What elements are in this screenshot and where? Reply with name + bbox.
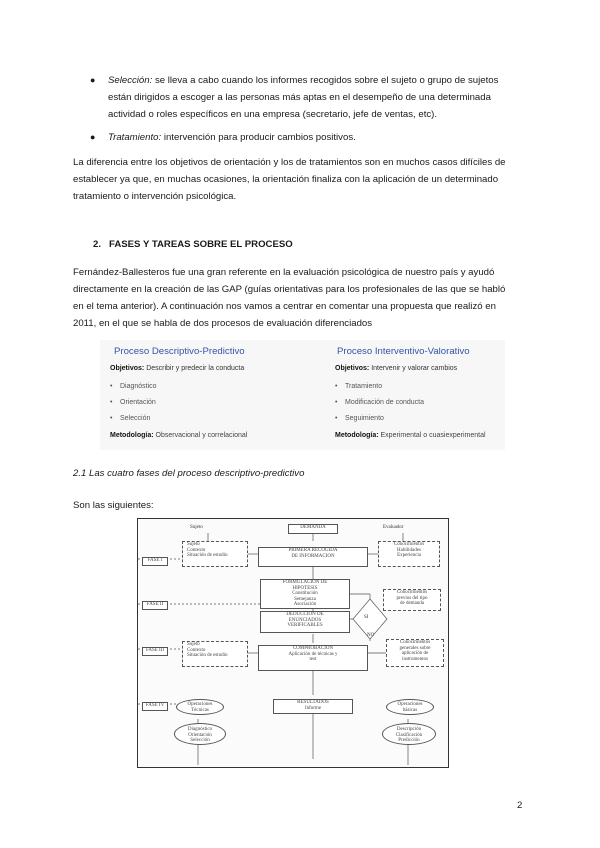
page-number: 2: [517, 800, 523, 811]
methodology-label: Metodología:: [110, 432, 154, 439]
bullet-term: Selección:: [108, 75, 153, 86]
bullet-seleccion: [108, 72, 528, 123]
oval-operaciones-basicas: Operaciones básicas: [386, 699, 434, 715]
flow-box-sujeto-1: Sujeto Contexto Situación de estudio: [182, 541, 248, 567]
paragraph-line: establecer ya que, en muchas ocasiones, la orientación finaliza con la aplicación de un determinado: [73, 174, 499, 185]
objectives-label: Objetivos:: [335, 365, 370, 372]
bullet-tratamiento: [108, 129, 528, 146]
diamond-si-label: SI: [364, 615, 369, 620]
bullet-icon: •: [335, 415, 338, 422]
flow-box-primera-recogida: PRIMERA RECOGIDA DE INFORMACION: [258, 547, 368, 567]
methodology-label: Metodología:: [335, 432, 379, 439]
flow-label-sujeto: Sujeto: [190, 525, 203, 530]
flow-box-resultados: RESULTADOS Informe: [273, 699, 353, 714]
paragraph-line: directamente en la creación de las GAP (guías orientativas para los profesionales de las que se habló: [73, 284, 506, 295]
bullet-icon: ●: [90, 132, 96, 142]
methodology-text: Observacional y correlacional: [155, 432, 248, 439]
subsection-heading: 2.1 Las cuatro fases del proceso descriptivo-predictivo: [73, 468, 305, 479]
flow-box-comprobacion: COMPROBACION Aplicación de técnicas y test: [258, 645, 368, 671]
bullet-text: actividad o roles específicos en una empresa (secretario, jefe de ventas, etc).: [108, 109, 438, 120]
flow-box-sujeto-2: Sujeto Contexto Situación de estudio: [182, 641, 248, 667]
paragraph-fernandez: [73, 264, 528, 332]
paragraph-line: La diferencia entre los objetivos de orientación y los de tratamientos son en muchos casos difíciles de: [73, 157, 506, 168]
fase-label: FASE II: [142, 601, 168, 610]
flow-box-conocimientos-3: Conocimientos generales sobre aplicación de instrumentos: [386, 639, 444, 667]
bullet-text: están dirigidos a escoger a las personas más aptas en el desempeño de una determinada: [108, 92, 491, 103]
fase-label: FASE III: [142, 647, 168, 656]
paragraph-diferencia: [73, 154, 528, 205]
process-comparison-figure: Proceso Descriptivo-Predictivo Objetivos: Describir y predecir la conducta • Diagnóstico • Orientación • Selección Metodología: Observacional y correlacional Proceso Interventivo-Valorativo Objetivos: Intervenir y valorar cambios • Tratamiento • Modificación de conducta • Seguimiento Metodología: Experimental o cuasiexperimental: [100, 340, 505, 450]
bullet-icon: ●: [90, 75, 96, 85]
paragraph-line: 2011, en el que se habla de dos procesos de evaluación diferenciados: [73, 318, 373, 329]
oval-diagnostico: Diagnóstico Orientación Selección: [174, 723, 226, 745]
bullet-term: Tratamiento:: [108, 132, 162, 143]
right-objectives: [335, 365, 457, 372]
fase-label: FASE IV: [142, 702, 168, 711]
bullet-icon: •: [110, 415, 113, 422]
flow-box-conocimientos-1: Conocimientos Habilidades Experiencia: [378, 541, 440, 567]
flow-box-demanda: DEMANDA: [288, 524, 338, 534]
left-objectives: [110, 365, 244, 372]
objectives-label: Objetivos:: [110, 365, 145, 372]
right-methodology: [335, 432, 486, 439]
bullet-icon: •: [335, 383, 338, 390]
intro-text: Son las siguientes:: [73, 500, 154, 511]
right-process-title: Proceso Interventivo-Valorativo: [337, 346, 470, 357]
flow-box-conocimientos-2: Conocimientos previos del tipo de demanda: [383, 589, 441, 611]
paragraph-line: en el tema anterior). A continuación nos vamos a centrar en comentar una propuesta que realizó en: [73, 301, 496, 312]
bullet-icon: •: [110, 399, 113, 406]
flow-label-evaluador: Evaluador: [383, 525, 404, 530]
bullet-text: se lleva a cabo cuando los informes recogidos sobre el sujeto o grupo de sujetos: [154, 75, 499, 86]
bullet-text: intervención para producir cambios positivos.: [163, 132, 356, 143]
methodology-text: Experimental o cuasiexperimental: [380, 432, 486, 439]
bullet-icon: •: [110, 383, 113, 390]
objectives-text: Describir y predecir la conducta: [146, 365, 245, 372]
diamond-no-label: NO: [367, 633, 375, 638]
fase-label: FASE I: [142, 557, 168, 566]
section-heading: 2. FASES Y TAREAS SOBRE EL PROCESO: [93, 239, 293, 250]
flowchart-figure: [137, 518, 449, 768]
left-process-title: Proceso Descriptivo-Predictivo: [114, 346, 245, 357]
paragraph-line: Fernández-Ballesteros fue una gran referente en la evaluación psicológica de nuestro país y ayudó: [73, 267, 495, 278]
bullet-icon: •: [335, 399, 338, 406]
paragraph-line: tratamiento o intervención psicológica.: [73, 191, 237, 202]
oval-descripcion: Descripción Clasificación Predicción: [382, 723, 436, 745]
flow-box-formulacion: FORMULACION DE HIPOTESIS Constitución Semejanza Asociación: [260, 579, 350, 609]
flow-box-deduccion: DEDUCCION DE ENUNCIADOS VERIFICABLES: [260, 611, 350, 633]
objectives-text: Intervenir y valorar cambios: [371, 365, 458, 372]
left-methodology: [110, 432, 247, 439]
oval-operaciones-tecnicas: Operaciones Técnicas: [176, 699, 224, 715]
